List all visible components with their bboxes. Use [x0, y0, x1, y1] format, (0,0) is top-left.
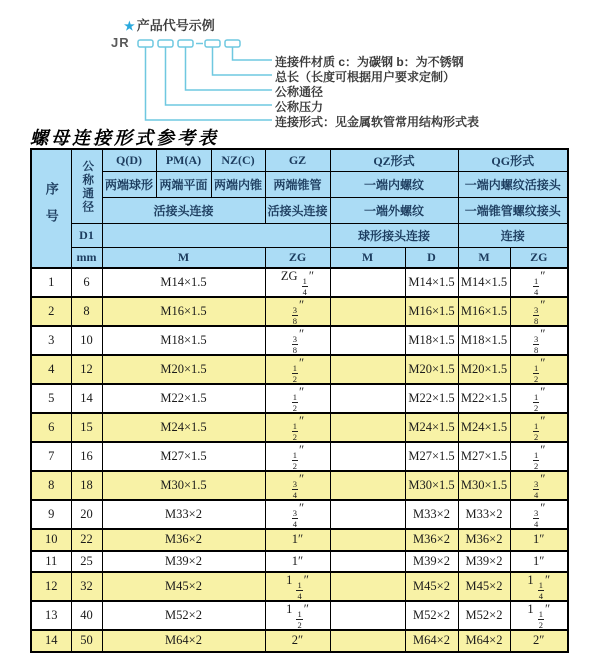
header-col-qz: QZ形式 — [330, 149, 458, 172]
code-prefix: JR — [111, 35, 130, 50]
fraction: $\frac{1}{4}$ — [297, 580, 302, 601]
diagram-label-diameter: 公称通径 — [275, 85, 324, 99]
cell-zg: 1 $\frac{1}{4}$ ″ — [265, 572, 330, 601]
connector-line — [213, 48, 273, 76]
cell-dn: 50 — [71, 630, 102, 652]
cell-qz-d: M24×1.5 — [405, 413, 458, 442]
header-col-pm: PM(A) — [156, 149, 211, 172]
cell-m: M16×1.5 — [102, 297, 265, 326]
header-qz-desc2: 一端外螺纹 — [330, 198, 458, 224]
header-blank — [102, 224, 330, 248]
header-qz-unit-d: D — [405, 248, 458, 269]
cell-qz-d: M22×1.5 — [405, 384, 458, 413]
cell-m: M14×1.5 — [102, 268, 265, 297]
cell-qg-zg: 1 $\frac{1}{2}$ ″ — [510, 601, 568, 630]
cell-dn: 10 — [71, 326, 102, 355]
fraction: $\frac{1}{4}$ — [534, 276, 539, 297]
cell-qg-zg: $\frac{3}{8}$ ″ — [510, 326, 568, 355]
cell-qz-d: M20×1.5 — [405, 355, 458, 384]
fraction: $\frac{3}{8}$ — [292, 305, 298, 326]
diagram-title-text: 产品代号示例 — [136, 18, 215, 33]
cell-seq: 14 — [31, 630, 71, 652]
cell-zg: $\frac{1}{2}$ ″ — [265, 442, 330, 471]
cell-zg: $\frac{1}{2}$ ″ — [265, 355, 330, 384]
header-qg-desc2: 一端锥管螺纹接头 — [458, 198, 568, 224]
header-qg-unit-m: M — [458, 248, 510, 269]
table-row — [31, 551, 568, 573]
cell-zg: 2″ — [265, 630, 330, 652]
cell-qz-d: M45×2 — [405, 572, 458, 601]
header-pm-desc: 两端平面 — [156, 172, 211, 198]
cell-qz-m — [330, 268, 405, 297]
cell-qg-m: M20×1.5 — [458, 355, 510, 384]
cell-seq: 13 — [31, 601, 71, 630]
cell-qz-m — [330, 384, 405, 413]
cell-zg: $\frac{1}{2}$ ″ — [265, 413, 330, 442]
cell-seq: 6 — [31, 413, 71, 442]
header-union-conn: 活接头连接 — [102, 198, 265, 224]
cell-m: M39×2 — [102, 551, 265, 573]
cell-qg-zg: $\frac{1}{2}$ ″ — [510, 355, 568, 384]
cell-qz-m — [330, 326, 405, 355]
cell-qz-m — [330, 529, 405, 551]
fraction: $\frac{1}{2}$ — [292, 421, 298, 442]
diagram-label-material: 连接件材质 c：为碳钢 b：为不锈钢 — [275, 55, 464, 69]
fraction: $\frac{3}{4}$ — [292, 508, 298, 529]
cell-qz-d: M16×1.5 — [405, 297, 458, 326]
fraction: $\frac{1}{2}$ — [534, 421, 539, 442]
cell-dn: 22 — [71, 529, 102, 551]
cell-dn: 15 — [71, 413, 102, 442]
cell-seq: 3 — [31, 326, 71, 355]
reference-table — [30, 148, 569, 653]
header-nz-desc: 两端内锥 — [211, 172, 265, 198]
fraction: $\frac{1}{2}$ — [538, 609, 543, 630]
cell-m: M22×1.5 — [102, 384, 265, 413]
connector-line — [186, 48, 273, 91]
cell-qz-m — [330, 500, 405, 529]
code-box — [178, 40, 193, 47]
table-row — [31, 572, 568, 601]
cell-qz-d: M52×2 — [405, 601, 458, 630]
cell-m: M27×1.5 — [102, 442, 265, 471]
cell-qg-m: M27×1.5 — [458, 442, 510, 471]
cell-qz-m — [330, 297, 405, 326]
cell-zg: $\frac{3}{4}$ ″ — [265, 500, 330, 529]
header-col-gz: GZ — [265, 149, 330, 172]
cell-qg-zg: 1″ — [510, 551, 568, 573]
cell-seq: 10 — [31, 529, 71, 551]
star-icon: ★ — [124, 19, 135, 33]
header-col-qg: QG形式 — [458, 149, 568, 172]
table-body — [31, 268, 568, 652]
diagram-label-pressure: 公称压力 — [275, 100, 324, 114]
cell-qg-m: M22×1.5 — [458, 384, 510, 413]
cell-qz-d: M30×1.5 — [405, 471, 458, 500]
cell-m: M36×2 — [102, 529, 265, 551]
code-box — [158, 40, 173, 47]
cell-zg: $\frac{3}{4}$ ″ — [265, 471, 330, 500]
cell-qz-m — [330, 355, 405, 384]
cell-qz-d: M36×2 — [405, 529, 458, 551]
header-gz-desc: 两端锥管 — [265, 172, 330, 198]
header-gz-conn: 活接头连接 — [265, 198, 330, 224]
fraction: $\frac{3}{4}$ — [534, 508, 539, 529]
fraction: $\frac{3}{4}$ — [534, 479, 539, 500]
cell-qg-m: M33×2 — [458, 500, 510, 529]
fraction: $\frac{1}{4}$ — [538, 580, 543, 601]
cell-qg-zg: $\frac{3}{4}$ ″ — [510, 500, 568, 529]
cell-m: M30×1.5 — [102, 471, 265, 500]
header-qz-desc1: 一端内螺纹 — [330, 172, 458, 198]
cell-qg-zg: 2″ — [510, 630, 568, 652]
fraction: $\frac{1}{2}$ — [297, 609, 302, 630]
cell-dn: 14 — [71, 384, 102, 413]
connector-line — [146, 48, 273, 121]
cell-qz-m — [330, 572, 405, 601]
table-title: 螺母连接形式参考表 — [30, 128, 219, 148]
cell-zg: 1″ — [265, 529, 330, 551]
cell-qg-m: M16×1.5 — [458, 297, 510, 326]
header-qg-desc1: 一端内螺纹活接头 — [458, 172, 568, 198]
cell-qz-d: M33×2 — [405, 500, 458, 529]
fraction: $\frac{1}{2}$ — [292, 392, 298, 413]
cell-qz-m — [330, 413, 405, 442]
cell-qz-m — [330, 601, 405, 630]
table-row — [31, 471, 568, 500]
diagram-label-connection: 连接形式：见金属软管常用结构形式表 — [275, 115, 480, 129]
table-row — [31, 413, 568, 442]
cell-seq: 7 — [31, 442, 71, 471]
header-unit-mm: mm — [71, 248, 102, 269]
cell-seq: 12 — [31, 572, 71, 601]
fraction: $\frac{3}{8}$ — [534, 305, 539, 326]
cell-dn: 40 — [71, 601, 102, 630]
cell-qg-m: M39×2 — [458, 551, 510, 573]
header-qz-conn: 球形接头连接 — [330, 224, 458, 248]
cell-qz-m — [330, 471, 405, 500]
cell-seq: 2 — [31, 297, 71, 326]
cell-qg-zg: $\frac{3}{8}$ ″ — [510, 297, 568, 326]
connector-line — [166, 48, 273, 106]
header-qz-unit-m: M — [330, 248, 405, 269]
cell-qz-m — [330, 630, 405, 652]
code-box — [205, 40, 220, 47]
table-row — [31, 355, 568, 384]
cell-dn: 20 — [71, 500, 102, 529]
table-row — [31, 442, 568, 471]
cell-zg: 1 $\frac{1}{2}$ ″ — [265, 601, 330, 630]
cell-qz-d: M18×1.5 — [405, 326, 458, 355]
header-qg-conn: 连接 — [458, 224, 568, 248]
diagram-title — [124, 15, 215, 34]
cell-zg: $\frac{3}{8}$ ″ — [265, 326, 330, 355]
cell-qg-m: M14×1.5 — [458, 268, 510, 297]
cell-qg-zg: $\frac{3}{4}$ ″ — [510, 471, 568, 500]
cell-qg-zg: $\frac{1}{2}$ ″ — [510, 384, 568, 413]
code-box — [225, 40, 240, 47]
table-row — [31, 630, 568, 652]
cell-m: M24×1.5 — [102, 413, 265, 442]
cell-m: M64×2 — [102, 630, 265, 652]
header-col-nz: NZ(C) — [211, 149, 265, 172]
cell-zg: ZG $\frac{1}{4}$ ″ — [265, 268, 330, 297]
cell-dn: 6 — [71, 268, 102, 297]
header-q-desc: 两端球形 — [102, 172, 156, 198]
fraction: $\frac{1}{4}$ — [302, 276, 307, 297]
cell-zg: $\frac{3}{8}$ ″ — [265, 297, 330, 326]
cell-dn: 16 — [71, 442, 102, 471]
cell-qz-d: M64×2 — [405, 630, 458, 652]
cell-qz-m — [330, 551, 405, 573]
cell-qz-d: M27×1.5 — [405, 442, 458, 471]
cell-qg-zg: $\frac{1}{2}$ ″ — [510, 442, 568, 471]
cell-zg: $\frac{1}{2}$ ″ — [265, 384, 330, 413]
cell-qg-m: M36×2 — [458, 529, 510, 551]
header-col-q: Q(D) — [102, 149, 156, 172]
cell-qz-m — [330, 442, 405, 471]
cell-dn: 18 — [71, 471, 102, 500]
cell-zg: 1″ — [265, 551, 330, 573]
header-d1: D1 — [71, 224, 102, 248]
header-dn: 公称通径 — [71, 149, 102, 224]
cell-qg-m: M30×1.5 — [458, 471, 510, 500]
fraction: $\frac{3}{8}$ — [534, 334, 539, 355]
fraction: $\frac{1}{2}$ — [292, 450, 298, 471]
code-box — [138, 40, 153, 47]
cell-dn: 32 — [71, 572, 102, 601]
table-row — [31, 529, 568, 551]
cell-seq: 4 — [31, 355, 71, 384]
cell-qz-d: M39×2 — [405, 551, 458, 573]
cell-seq: 5 — [31, 384, 71, 413]
cell-qg-zg: $\frac{1}{2}$ ″ — [510, 413, 568, 442]
cell-dn: 8 — [71, 297, 102, 326]
cell-seq: 9 — [31, 500, 71, 529]
cell-qg-m: M52×2 — [458, 601, 510, 630]
cell-m: M18×1.5 — [102, 326, 265, 355]
header-seq: 序号 — [31, 149, 71, 268]
table-row — [31, 268, 568, 297]
fraction: $\frac{1}{2}$ — [534, 450, 539, 471]
cell-seq: 11 — [31, 551, 71, 573]
cell-seq: 1 — [31, 268, 71, 297]
header-unit-m: M — [102, 248, 265, 269]
fraction: $\frac{1}{2}$ — [534, 363, 539, 384]
table-row — [31, 384, 568, 413]
table-row — [31, 326, 568, 355]
cell-qg-zg: 1 $\frac{1}{4}$ ″ — [510, 572, 568, 601]
fraction: $\frac{1}{2}$ — [534, 392, 539, 413]
cell-qg-zg: $\frac{1}{4}$ ″ — [510, 268, 568, 297]
cell-qg-zg: 1″ — [510, 529, 568, 551]
table-row — [31, 297, 568, 326]
cell-m: M45×2 — [102, 572, 265, 601]
header-qg-unit-zg: ZG — [510, 248, 568, 269]
cell-m: M33×2 — [102, 500, 265, 529]
fraction: $\frac{3}{8}$ — [292, 334, 298, 355]
fraction: $\frac{3}{4}$ — [292, 479, 298, 500]
diagram-label-length: 总长（长度可根据用户要求定制） — [275, 70, 456, 84]
cell-qg-m: M24×1.5 — [458, 413, 510, 442]
table-row — [31, 500, 568, 529]
fraction: $\frac{1}{2}$ — [292, 363, 298, 384]
cell-seq: 8 — [31, 471, 71, 500]
cell-m: M20×1.5 — [102, 355, 265, 384]
cell-qg-m: M64×2 — [458, 630, 510, 652]
cell-qz-d: M14×1.5 — [405, 268, 458, 297]
connector-line — [233, 48, 273, 61]
header-unit-zg: ZG — [265, 248, 330, 269]
cell-dn: 25 — [71, 551, 102, 573]
cell-dn: 12 — [71, 355, 102, 384]
table-row — [31, 601, 568, 630]
cell-m: M52×2 — [102, 601, 265, 630]
cell-qg-m: M18×1.5 — [458, 326, 510, 355]
cell-qg-m: M45×2 — [458, 572, 510, 601]
